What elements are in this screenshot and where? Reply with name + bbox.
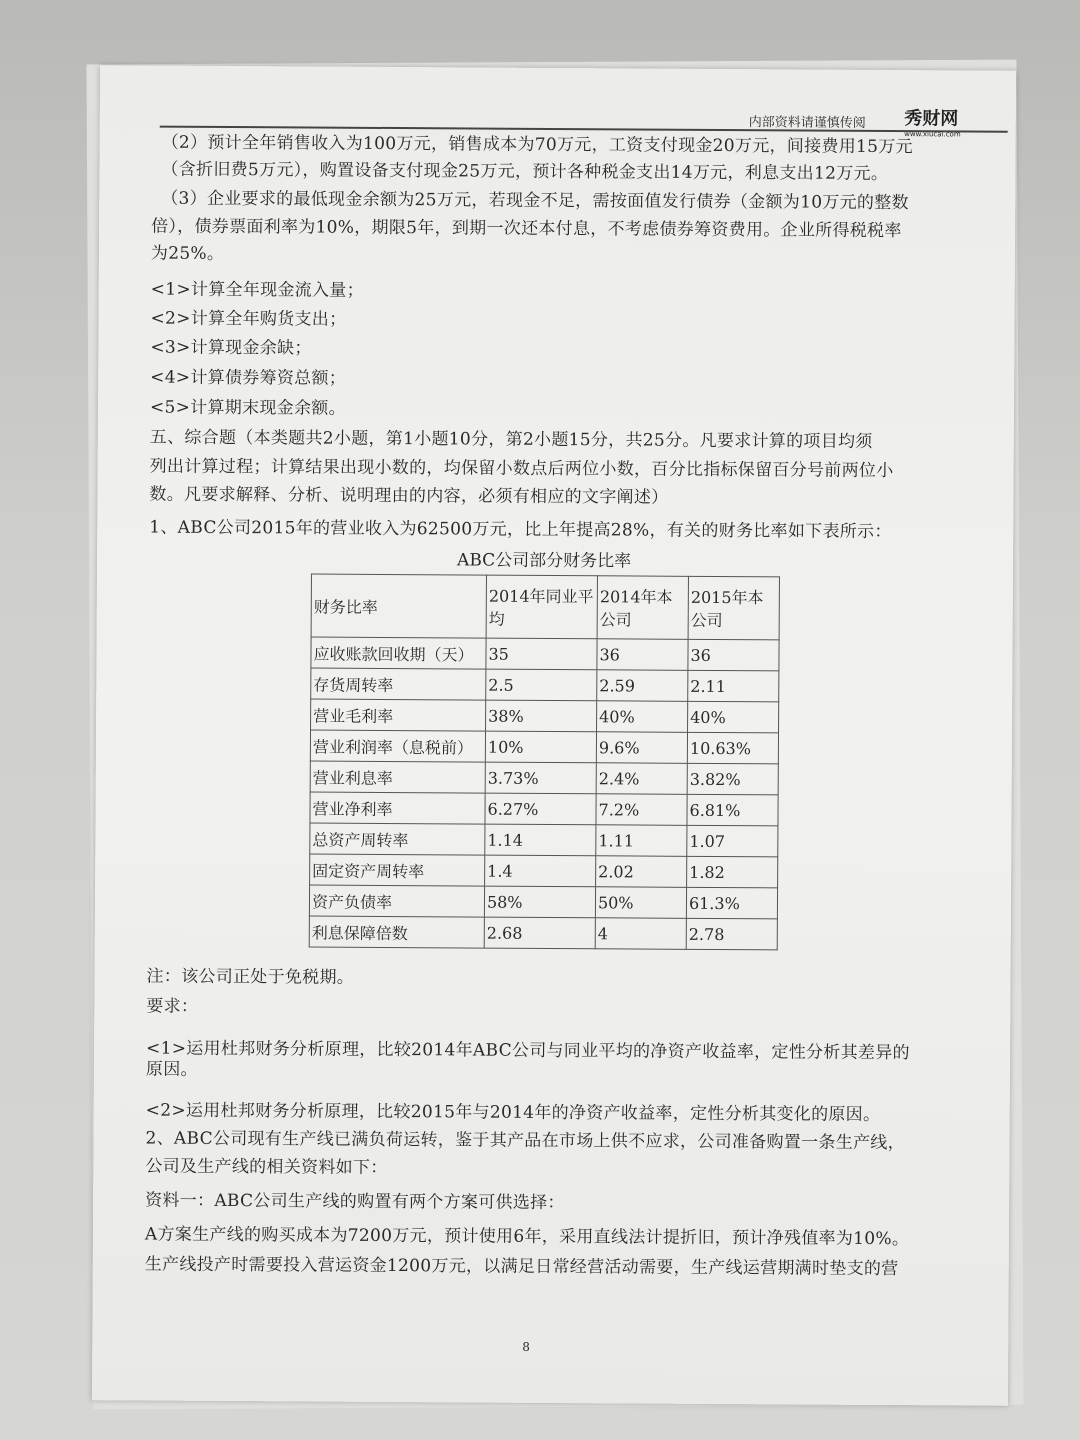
header-notice: 内部资料请谨慎传阅 [748, 115, 866, 131]
requirement-item: <2>运用杜邦财务分析原理，比较2015年与2014年的净资产收益率，定性分析其变化的原因。 [145, 1100, 881, 1126]
question-item: <3>计算现金余缺； [150, 337, 312, 359]
ratio-value-cell: 2.68 [484, 917, 595, 949]
ratio-value-cell: 2.11 [688, 670, 779, 702]
section-heading: 五、综合题（本类题共2小题，第1小题10分，第2小题15分，共25分。凡要求计算的项目均须 [149, 427, 873, 452]
column-header: 财务比率 [311, 574, 486, 638]
paragraph-line: （含折旧费5万元），购置设备支付现金25万元，预计各种税金支出14万元，利息支出12万元。 [161, 159, 889, 185]
ratio-value-cell: 36 [597, 639, 688, 671]
paragraph-line: （2）预计全年销售收入为100万元，销售成本为70万元，工资支付现金20万元，间接费用15万元 [161, 132, 913, 158]
ratio-name-cell: 营业净利率 [310, 792, 485, 824]
ratio-name-cell: 营业利息率 [310, 761, 485, 793]
question-item: <2>计算全年购货支出； [150, 308, 347, 330]
table-row [310, 761, 778, 795]
ratio-name-cell: 存货周转率 [311, 668, 486, 700]
requirement-item: <1>运用杜邦财务分析原理，比较2014年ABC公司与同业平均的净资产收益率，定性分析其差异的 [146, 1038, 910, 1064]
document-page [92, 65, 1016, 1406]
ratio-value-cell: 3.82% [687, 763, 778, 795]
ratio-name-cell: 应收账款回收期（天） [311, 637, 486, 669]
ratio-value-cell: 2.4% [596, 763, 687, 795]
ratio-value-cell: 3.73% [485, 762, 596, 794]
table-row [309, 885, 777, 919]
ratio-value-cell: 36 [688, 639, 779, 671]
ratio-value-cell: 1.82 [687, 856, 778, 888]
ratio-value-cell: 61.3% [686, 887, 777, 919]
ratio-name-cell: 营业毛利率 [311, 699, 486, 731]
paragraph-line: 1、ABC公司2015年的营业收入为62500万元，比上年提高28%，有关的财务比率如下表所示： [149, 517, 892, 543]
paragraph-line: 2、ABC公司现有生产线已满负荷运转，鉴于其产品在市场上供不应求，公司准备购置一条生产线， [145, 1128, 905, 1154]
ratio-value-cell: 10% [485, 731, 596, 763]
question-item: <4>计算债券筹资总额； [150, 367, 347, 389]
ratio-value-cell: 7.2% [596, 794, 687, 826]
ratio-value-cell: 2.78 [686, 918, 777, 950]
brand-logo: 秀财网 www.xiucai.com [904, 108, 961, 139]
ratio-value-cell: 6.27% [485, 793, 596, 825]
ratio-value-cell: 35 [486, 638, 597, 670]
ratio-value-cell: 38% [486, 700, 597, 732]
table-caption: ABC公司部分财务比率 [457, 550, 632, 572]
paragraph-line: 资料一：ABC公司生产线的购置有两个方案可供选择： [145, 1190, 565, 1214]
ratio-value-cell: 2.59 [597, 670, 688, 702]
note-line: 注：该公司正处于免税期。 [146, 966, 355, 988]
ratio-value-cell: 10.63% [687, 732, 778, 764]
table-row [311, 637, 779, 671]
paragraph-line: （3）企业要求的最低现金余额为25万元，若现金不足，需按面值发行债券（金额为10万元的整数 [161, 188, 909, 214]
requirement-item: 原因。 [145, 1059, 198, 1080]
ratio-name-cell: 总资产周转率 [310, 823, 485, 855]
ratio-value-cell: 2.5 [486, 669, 597, 701]
table-row [310, 730, 778, 764]
requirements-heading: 要求： [146, 996, 199, 1017]
column-header: 2015年本公司 [688, 576, 779, 640]
ratio-value-cell: 50% [595, 887, 686, 919]
paragraph-line: 为25%。 [150, 243, 225, 264]
ratio-value-cell: 6.81% [687, 794, 778, 826]
question-item: <1>计算全年现金流入量； [150, 279, 364, 301]
ratio-name-cell: 营业利润率（息税前） [310, 730, 485, 762]
column-header: 2014年同业平均 [486, 575, 597, 639]
table-header-row [311, 574, 779, 640]
ratio-value-cell: 58% [484, 886, 595, 918]
ratio-value-cell: 1.4 [485, 855, 596, 887]
table-row [311, 699, 779, 733]
ratio-value-cell: 40% [597, 701, 688, 733]
table-row [310, 823, 778, 857]
table-row [311, 668, 779, 702]
ratio-name-cell: 固定资产周转率 [310, 854, 485, 886]
paragraph-line: A方案生产线的购买成本为7200万元，预计使用6年，采用直线法计提折旧，预计净残值率为10%。 [144, 1224, 910, 1250]
table-row [309, 916, 777, 950]
ratio-name-cell: 利息保障倍数 [309, 916, 484, 948]
ratio-value-cell: 1.11 [596, 825, 687, 857]
ratio-value-cell: 2.02 [596, 856, 687, 888]
paragraph-line: 公司及生产线的相关资料如下： [145, 1156, 388, 1178]
table-row [310, 854, 778, 888]
table-row [310, 792, 778, 826]
financial-ratio-table [309, 574, 780, 951]
page-number: 8 [522, 1339, 530, 1354]
ratio-value-cell: 40% [688, 701, 779, 733]
ratio-value-cell: 1.14 [485, 824, 596, 856]
ratio-value-cell: 1.07 [687, 825, 778, 857]
ratio-value-cell: 4 [595, 918, 686, 950]
paragraph-line: 列出计算过程；计算结果出现小数的，均保留小数点后两位小数，百分比指标保留百分号前两位小 [149, 456, 894, 482]
column-header: 2014年本公司 [597, 576, 688, 640]
paragraph-line: 数。凡要求解释、分析、说明理由的内容，必须有相应的文字阐述） [149, 484, 669, 508]
paragraph-line: 生产线投产时需要投入营运资金1200万元，以满足日常经营活动需要，生产线运营期满时垫支的营 [144, 1254, 899, 1280]
ratio-name-cell: 资产负债率 [309, 885, 484, 917]
question-item: <5>计算期末现金余额。 [149, 397, 346, 419]
ratio-value-cell: 9.6% [596, 732, 687, 764]
paragraph-line: 倍），债券票面利率为10%，期限5年，到期一次还本付息，不考虑债券筹资费用。企业所得税税率 [151, 216, 902, 242]
